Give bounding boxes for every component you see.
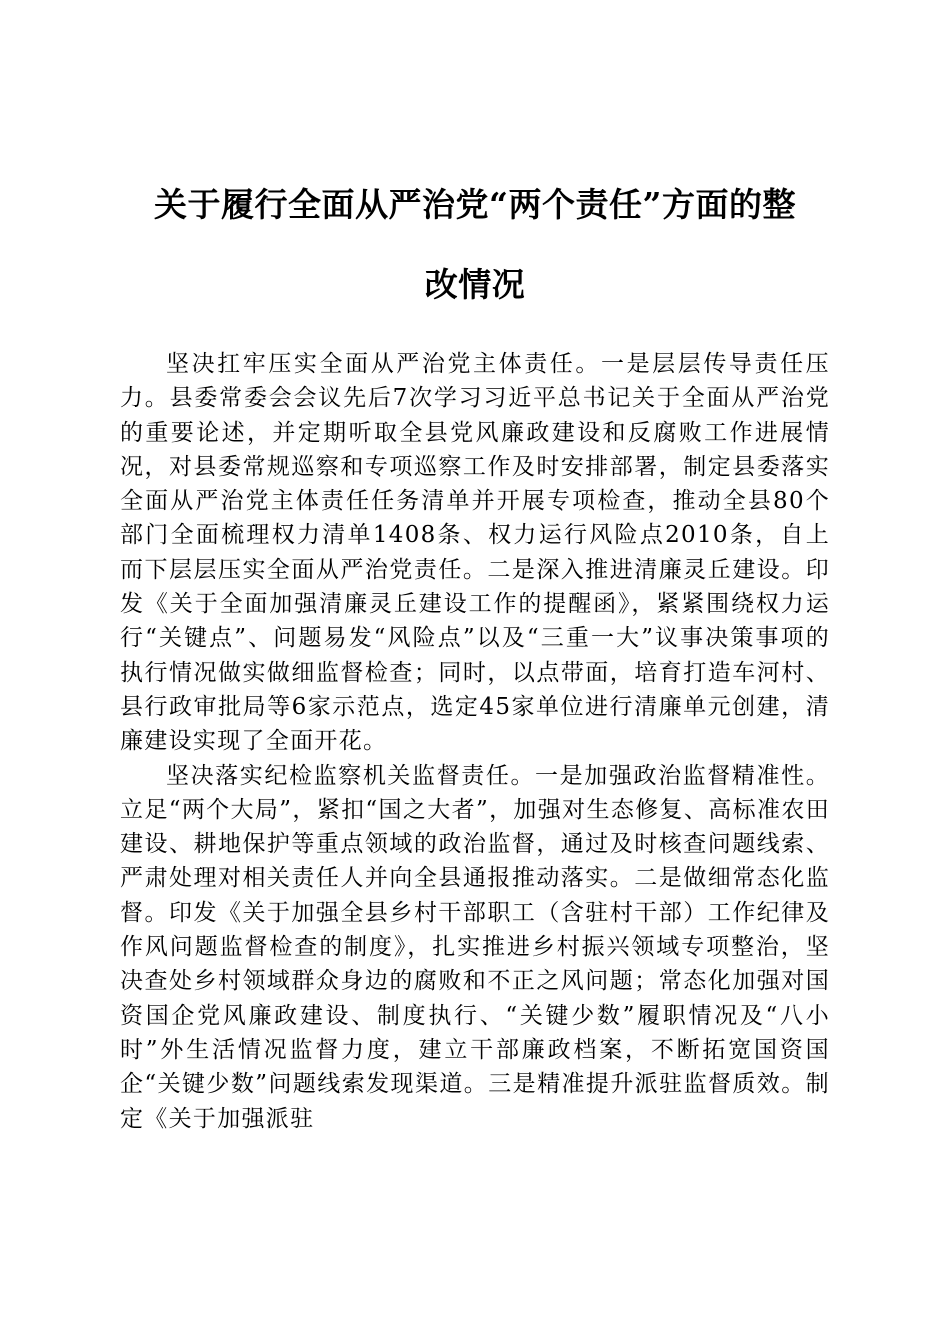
document-title: [120, 165, 830, 325]
document-page: [120, 165, 830, 1136]
title-line: 关于履行全面从严治党“两个责任”方面的整: [154, 185, 796, 224]
title-line: 改情况: [424, 265, 526, 304]
document-body: [120, 347, 830, 1136]
body-paragraph: 坚决落实纪检监察机关监督责任。一是加强政治监督精准性。立足“两个大局”，紧扣“国之大者”，加强对生态修复、高标准农田建设、耕地保护等重点领域的政治监督，通过及时核查问题线索、严肃处理对相关责任人并向全县通报推动落实。二是做细常态化监督。印发《关于加强全县乡村干部职工（含驻村干部）工作纪律及作风问题监督检查的制度》，扎实推进乡村振兴领域专项整治，坚决查处乡村领域群众身边的腐败和不正之风问题；常态化加强对国资国企党风廉政建设、制度执行、“关键少数”履职情况及“八小时”外生活情况监督力度，建立干部廉政档案，不断拓宽国资国企“关键少数”问题线索发现渠道。三是精准提升派驻监督质效。制定《关于加强派驻: [120, 762, 830, 1132]
body-paragraph: 坚决扛牢压实全面从严治党主体责任。一是层层传导责任压力。县委常委会会议先后7次学习习近平总书记关于全面从严治党的重要论述，并定期听取全县党风廉政建设和反腐败工作进展情况，对县委常规巡察和专项巡察工作及时安排部署，制定县委落实全面从严治党主体责任任务清单并开展专项检查，推动全县80个部门全面梳理权力清单1408条、权力运行风险点2010条，自上而下层层压实全面从严治党责任。二是深入推进清廉灵丘建设。印发《关于全面加强清廉灵丘建设工作的提醒函》，紧紧围绕权力运行“关键点”、问题易发“风险点”以及“三重一大”议事决策事项的执行情况做实做细监督检查；同时，以点带面，培育打造车河村、县行政审批局等6家示范点，选定45家单位进行清廉单元创建，清廉建设实现了全面开花。: [120, 351, 830, 755]
